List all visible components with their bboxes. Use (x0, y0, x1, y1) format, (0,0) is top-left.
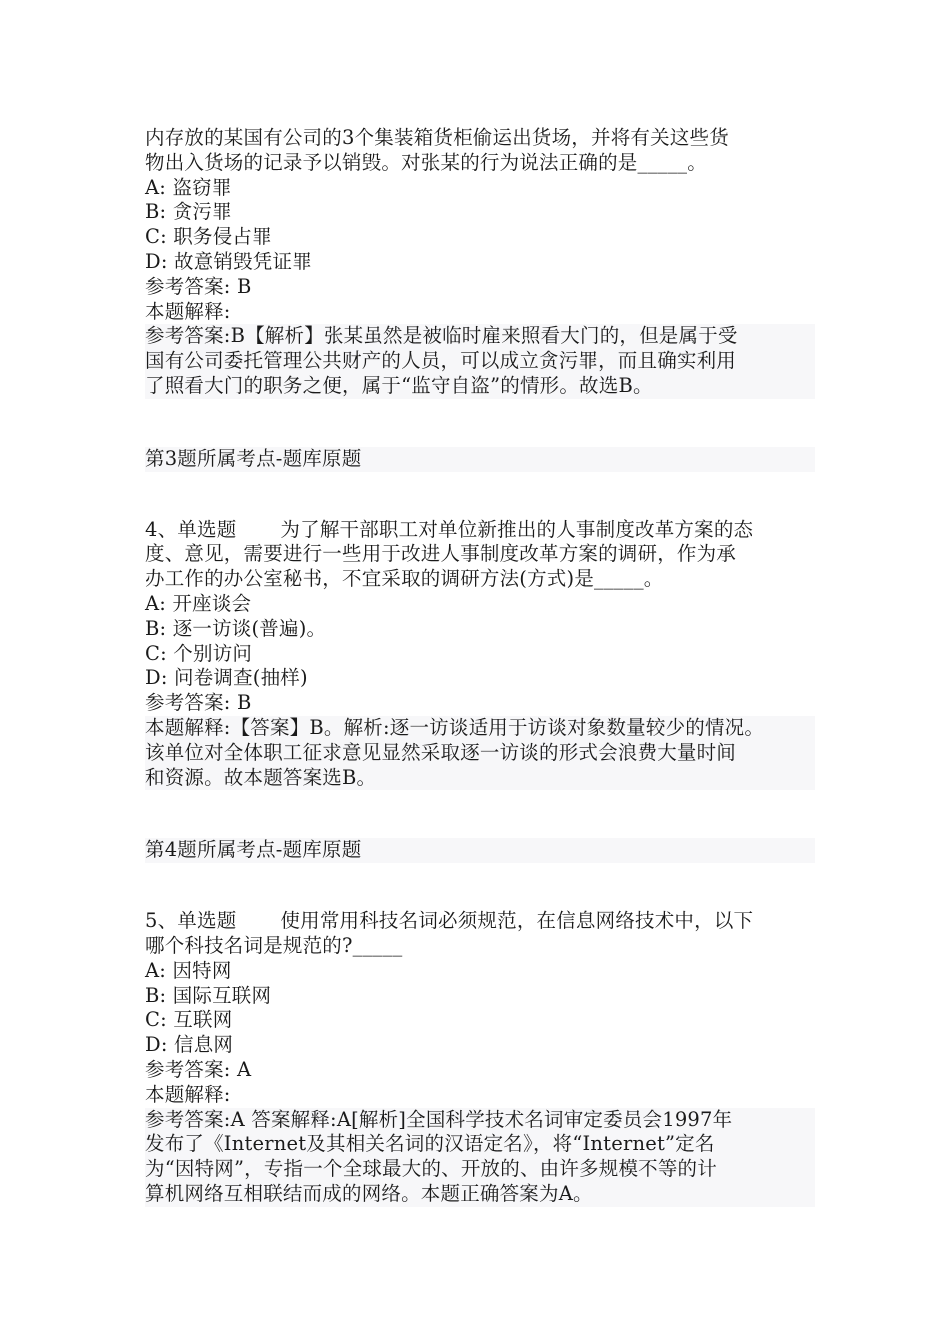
option-a: A: 开座谈会 (145, 591, 252, 615)
explanation-line: 为“因特网”，专指一个全球最大的、开放的、由许多规模不等的计 (145, 1157, 717, 1181)
question-stem-line: 为了解干部职工对单位新推出的人事制度改革方案的态 (280, 517, 754, 541)
explanation-block (145, 1108, 815, 1207)
option-c: C: 互联网 (145, 1008, 233, 1032)
option-c: C: 职务侵占罪 (145, 225, 272, 249)
question-stem-line: 物出入货场的记录予以销毁。对张某的行为说法正确的是_____。 (145, 150, 707, 174)
question-stem-line: 内存放的某国有公司的3个集装箱货柜偷运出货场，并将有关这些货 (145, 126, 729, 149)
section-heading-3: 第3题所属考点-题库原题 (145, 447, 815, 472)
option-b: B: 逐一访谈(普遍)。 (145, 616, 327, 640)
explanation-line: 和资源。故本题答案选B。 (145, 765, 377, 789)
question-4 (145, 518, 815, 791)
reference-answer: 参考答案: A (145, 1057, 252, 1081)
option-b: B: 国际互联网 (145, 983, 272, 1007)
question-stem-line: 哪个科技名词是规范的?_____ (145, 933, 403, 957)
option-d: D: 信息网 (145, 1033, 234, 1057)
section-heading-4: 第4题所属考点-题库原题 (145, 838, 815, 863)
explanation-line: 参考答案:A 答案解释:A[解析]全国科学技术名词审定委员会1997年 (145, 1107, 733, 1131)
reference-answer: 参考答案: B (145, 691, 252, 715)
explanation-line: 本题解释:【答案】B。解析:逐一访谈适用于访谈对象数量较少的情况。 (145, 715, 765, 739)
question-head (145, 518, 815, 543)
question-head (145, 909, 815, 934)
reference-answer: 参考答案: B (145, 274, 252, 298)
option-c: C: 个别访问 (145, 641, 253, 665)
explanation-line: 该单位对全体职工征求意见显然采取逐一访谈的形式会浪费大量时间 (145, 740, 737, 764)
option-a: A: 盗窃罪 (145, 175, 232, 199)
explanation-line: 国有公司委托管理公共财产的人员，可以成立贪污罪，而且确实利用 (145, 349, 737, 373)
question-stem-line: 办工作的办公室秘书，不宜采取的调研方法(方式)是_____。 (145, 567, 664, 591)
document-page (145, 126, 815, 1207)
explanation-line: 发布了《Internet及其相关名词的汉语定名》，将“Internet”定名 (145, 1132, 715, 1156)
question-5 (145, 909, 815, 1207)
question-number: 4、单选题 (145, 517, 237, 541)
explanation-block (145, 716, 815, 790)
explanation-label: 本题解释: (145, 1082, 231, 1106)
explanation-line: 了照看大门的职务之便，属于“监守自盗”的情形。故选B。 (145, 373, 653, 397)
option-b: B: 贪污罪 (145, 200, 232, 224)
question-2 (145, 126, 815, 399)
explanation-line: 算机网络互相联结而成的网络。本题正确答案为A。 (145, 1181, 593, 1205)
explanation-block (145, 324, 815, 398)
question-stem-line: 使用常用科技名词必须规范，在信息网络技术中，以下 (280, 909, 754, 933)
option-a: A: 因特网 (145, 958, 232, 982)
explanation-label: 本题解释: (145, 299, 231, 323)
option-d: D: 问卷调查(抽样) (145, 666, 308, 690)
option-d: D: 故意销毁凭证罪 (145, 249, 312, 273)
explanation-line: 参考答案:B【解析】张某虽然是被临时雇来照看大门的，但是属于受 (145, 324, 738, 348)
question-number: 5、单选题 (145, 909, 237, 933)
question-stem-line: 度、意见，需要进行一些用于改进人事制度改革方案的调研，作为承 (145, 542, 737, 566)
